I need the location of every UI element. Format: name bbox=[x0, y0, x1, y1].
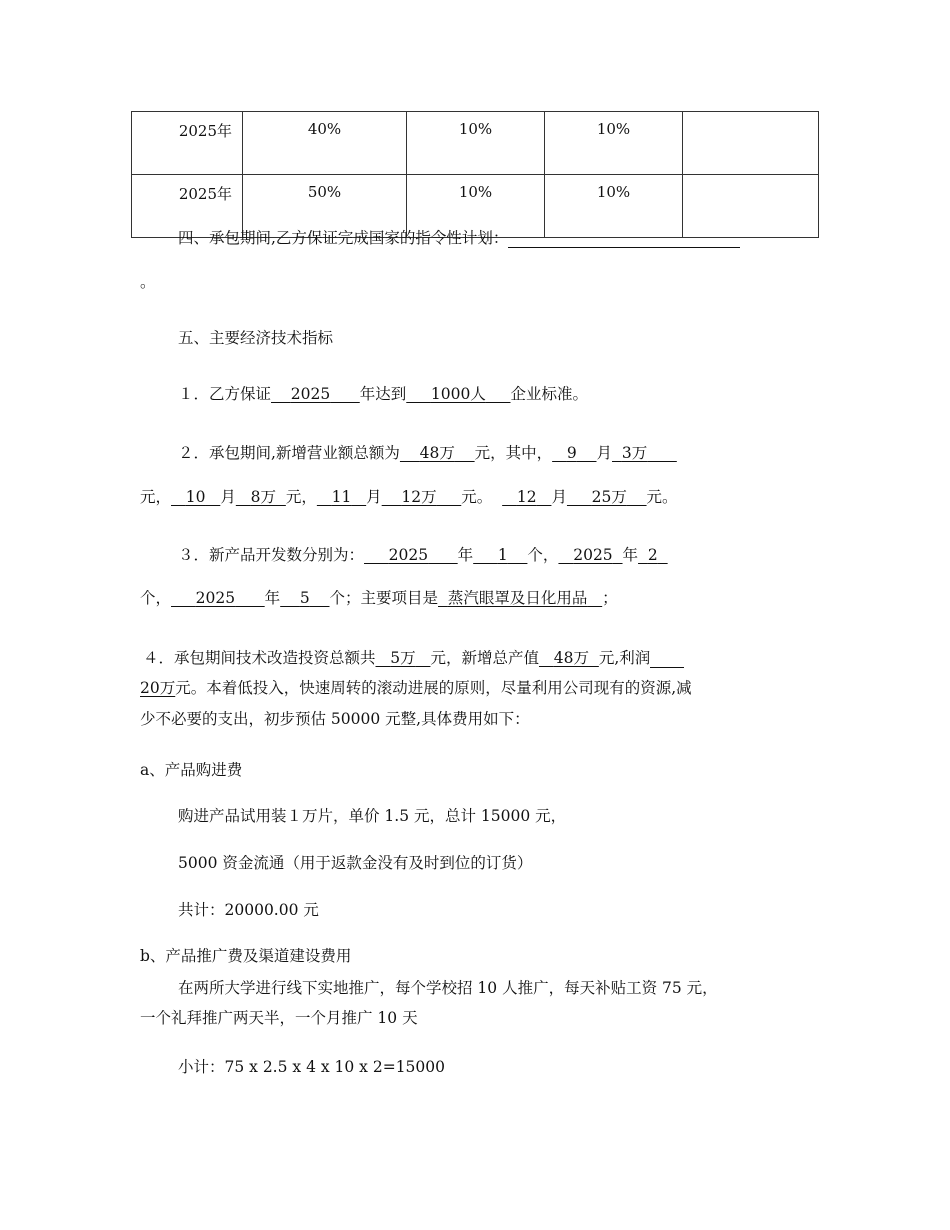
underlined-value: 12 bbox=[516, 488, 537, 506]
table-cell-year: 2025年 bbox=[132, 175, 243, 238]
blank-line bbox=[650, 649, 684, 668]
text: 元， bbox=[285, 488, 317, 506]
underlined-value: 1 bbox=[497, 546, 508, 564]
underlined-value: 2025 bbox=[573, 546, 613, 564]
section-b-title: b、产品推广费及渠道建设费用 bbox=[140, 947, 352, 965]
table-cell: 10% bbox=[545, 175, 683, 238]
paragraph-4-line-3: 少不必要的支出，初步预估 50000 元整,具体费用如下： bbox=[140, 710, 530, 728]
text: ２．承包期间,新增营业额总额为 bbox=[178, 444, 400, 462]
underlined-value: 48万 bbox=[419, 444, 455, 462]
text: 年 bbox=[264, 589, 281, 607]
underlined-value: 9 bbox=[566, 444, 577, 462]
table-cell bbox=[683, 112, 819, 175]
text: 月 bbox=[596, 444, 613, 462]
plan-table bbox=[131, 111, 819, 238]
table-cell: 50% bbox=[243, 175, 407, 238]
underlined-value: 25万 bbox=[591, 488, 627, 506]
underlined-value: 2025 bbox=[195, 589, 236, 607]
section-4-text bbox=[178, 228, 740, 248]
text: ； bbox=[602, 589, 618, 607]
underlined-value: 8万 bbox=[250, 488, 276, 506]
text: 月 bbox=[366, 488, 382, 506]
text: 个；主要项目是 bbox=[329, 589, 439, 607]
text: 个， bbox=[140, 589, 172, 607]
text: 元,利润 bbox=[598, 649, 651, 667]
underlined-value: 11 bbox=[331, 488, 352, 506]
underlined-value: 1000人 bbox=[430, 385, 486, 403]
underlined-value: 20万 bbox=[140, 679, 176, 697]
text: 元。本着低投入，快速周转的滚动进展的原则，尽量利用公司现有的资源,减 bbox=[175, 679, 692, 697]
section-b-line-3: 小计：75 x 2.5 x 4 x 10 x 2=15000 bbox=[178, 1058, 445, 1076]
text: 月 bbox=[551, 488, 567, 506]
underlined-value: 5万 bbox=[390, 649, 416, 667]
text: 月 bbox=[220, 488, 236, 506]
text: 元，其中， bbox=[474, 444, 553, 462]
underlined-value: 2025 bbox=[388, 546, 429, 564]
section-b-line-2: 一个礼拜推广两天半，一个月推广 10 天 bbox=[140, 1009, 418, 1027]
table-cell: 10% bbox=[545, 112, 683, 175]
section-b-line-1: 在两所大学进行线下实地推广，每个学校招 10 人推广，每天补贴工资 75 元， bbox=[178, 979, 718, 997]
underlined-value: 2025 bbox=[290, 385, 331, 403]
underlined-value: 2 bbox=[647, 546, 658, 564]
section-5-title: 五、主要经济技术指标 bbox=[178, 329, 334, 347]
text: 元，新增总产值 bbox=[430, 649, 539, 667]
text: 年达到 bbox=[359, 385, 407, 403]
text: 个， bbox=[527, 546, 559, 564]
section-a-line-2: 5000 资金流通（用于返款金没有及时到位的订货） bbox=[178, 854, 533, 872]
table-cell: 10% bbox=[407, 112, 545, 175]
underlined-value: 48万 bbox=[553, 649, 589, 667]
text: 元， bbox=[140, 488, 172, 506]
paragraph-4-line-2 bbox=[140, 678, 692, 698]
table-cell: 40% bbox=[243, 112, 407, 175]
text: ４．承包期间技术改造投资总额共 bbox=[143, 649, 376, 667]
table-cell: 10% bbox=[407, 175, 545, 238]
underlined-value: 10 bbox=[185, 488, 206, 506]
paragraph-3-line-1 bbox=[178, 545, 668, 565]
paragraph-3-line-2 bbox=[140, 588, 618, 608]
text: 企业标准。 bbox=[510, 385, 589, 403]
section-a-line-1: 购进产品试用装１万片，单价 1.5 元，总计 15000 元， bbox=[178, 807, 567, 825]
text: １．乙方保证 bbox=[178, 385, 272, 403]
text: ３．新产品开发数分别为： bbox=[178, 546, 365, 564]
paragraph-2-line-1 bbox=[178, 443, 677, 463]
table-row bbox=[132, 112, 819, 175]
paragraph-1 bbox=[178, 384, 588, 404]
section-a-title: a、产品购进费 bbox=[140, 761, 243, 779]
text: 年 bbox=[622, 546, 639, 564]
text: 元。 bbox=[646, 488, 678, 506]
section-4-label: 四、承包期间,乙方保证完成国家的指令性计划： bbox=[178, 229, 509, 247]
table-cell-year: 2025年 bbox=[132, 112, 243, 175]
underlined-value: 3万 bbox=[621, 444, 648, 462]
paragraph-2-line-2 bbox=[140, 487, 678, 507]
paragraph-4-line-1 bbox=[143, 648, 684, 668]
section-4-end: 。 bbox=[140, 273, 156, 291]
underlined-value: 蒸汽眼罩及日化用品 bbox=[447, 589, 588, 607]
text: 元。 bbox=[461, 488, 493, 506]
section-a-line-3: 共计：20000.00 元 bbox=[178, 901, 319, 919]
underlined-value: 12万 bbox=[401, 488, 437, 506]
blank-line bbox=[508, 229, 740, 248]
underlined-value: 5 bbox=[299, 589, 310, 607]
text: 年 bbox=[457, 546, 474, 564]
